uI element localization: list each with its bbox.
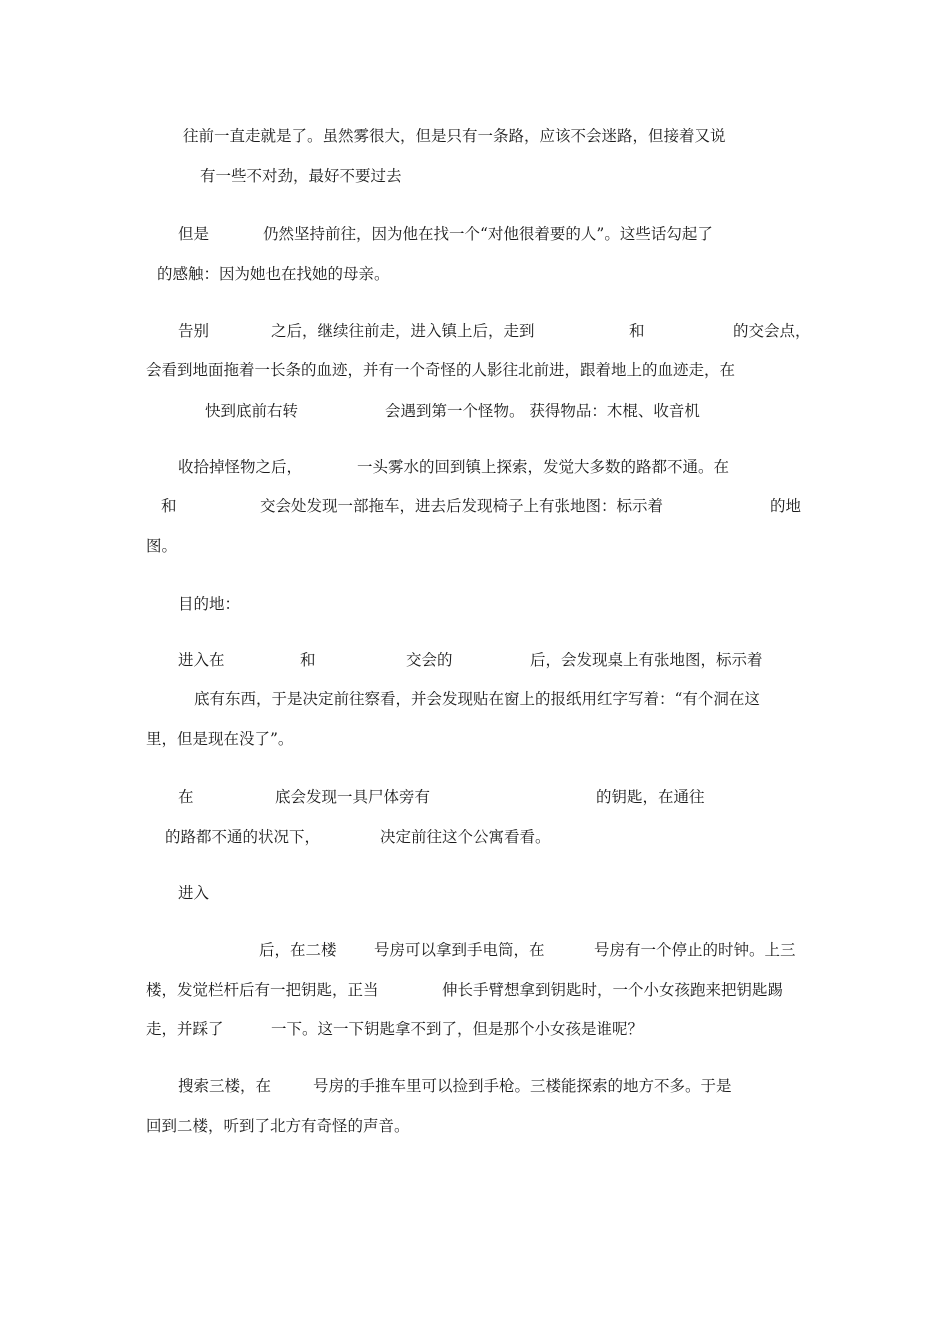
text-line: 一头雾水的回到镇上探索，发觉大多数的路都不通。在 — [357, 458, 730, 476]
text-line: 之后，继续往前走，进入镇上后，走到 — [271, 322, 535, 340]
text-line: 收拾掉怪物之后， — [178, 458, 303, 476]
text-line: 回到二楼，听到了北方有奇怪的声音。 — [146, 1117, 410, 1135]
text-line: 后，在二楼 — [259, 941, 337, 959]
text-line: 的地 — [770, 497, 802, 515]
text-line: 交会处发现一部拖车，进去后发现椅子上有张地图：标示着 — [260, 497, 664, 515]
text-line: 会遇到第一个怪物。 获得物品：木棍、收音机 — [385, 402, 700, 420]
text-line: 决定前往这个公寓看看。 — [380, 828, 551, 846]
text-line: 号房的手推车里可以捡到手枪。三楼能探索的地方不多。于是 — [313, 1077, 732, 1095]
text-line: 仍然坚持前往，因为他在找一个“对他很着要的人”。这些话勾起了 — [263, 225, 713, 243]
text-line: 伸长手臂想拿到钥匙时，一个小女孩跑来把钥匙踢 — [442, 981, 784, 999]
text-line: 搜索三楼，在 — [178, 1077, 272, 1095]
text-line: 号房可以拿到手电筒，在 — [374, 941, 545, 959]
text-line: 底会发现一具尸体旁有 — [275, 788, 431, 806]
text-line: 的交会点， — [733, 322, 811, 340]
text-line: 在 — [178, 788, 194, 806]
text-line: 进入在 — [178, 651, 225, 669]
text-line: 和 — [161, 497, 177, 515]
text-line: 里，但是现在没了”。 — [146, 730, 294, 748]
text-line: 目的地： — [178, 595, 241, 613]
text-line: 有一些不对劲，最好不要过去 — [200, 167, 402, 185]
text-line: 底有东西，于是决定前往察看，并会发现贴在窗上的报纸用红字写着：“有个洞在这 — [194, 690, 760, 708]
text-line: 走，并踩了 — [146, 1020, 224, 1038]
text-line: 的路都不通的状况下， — [165, 828, 321, 846]
text-line: 和 — [629, 322, 645, 340]
text-line: 图。 — [146, 537, 178, 555]
text-line: 的感触：因为她也在找她的母亲。 — [157, 265, 390, 283]
text-line: 进入 — [178, 884, 210, 902]
text-line: 告别 — [178, 322, 210, 340]
text-line: 和 — [300, 651, 316, 669]
text-line: 号房有一个停止的时钟。上三 — [594, 941, 796, 959]
text-line: 往前一直走就是了。虽然雾很大，但是只有一条路，应该不会迷路，但接着又说 — [183, 127, 726, 145]
text-line: 楼，发觉栏杆后有一把钥匙，正当 — [146, 981, 379, 999]
text-line: 交会的 — [406, 651, 453, 669]
text-line: 一下。这一下钥匙拿不到了，但是那个小女孩是谁呢？ — [271, 1020, 644, 1038]
text-line: 的钥匙，在通往 — [596, 788, 705, 806]
text-line: 会看到地面拖着一长条的血迹，并有一个奇怪的人影往北前进，跟着地上的血迹走，在 — [146, 361, 736, 379]
text-line: 快到底前右转 — [205, 402, 299, 420]
text-line: 但是 — [178, 225, 210, 243]
text-line: 后，会发现桌上有张地图，标示着 — [530, 651, 763, 669]
